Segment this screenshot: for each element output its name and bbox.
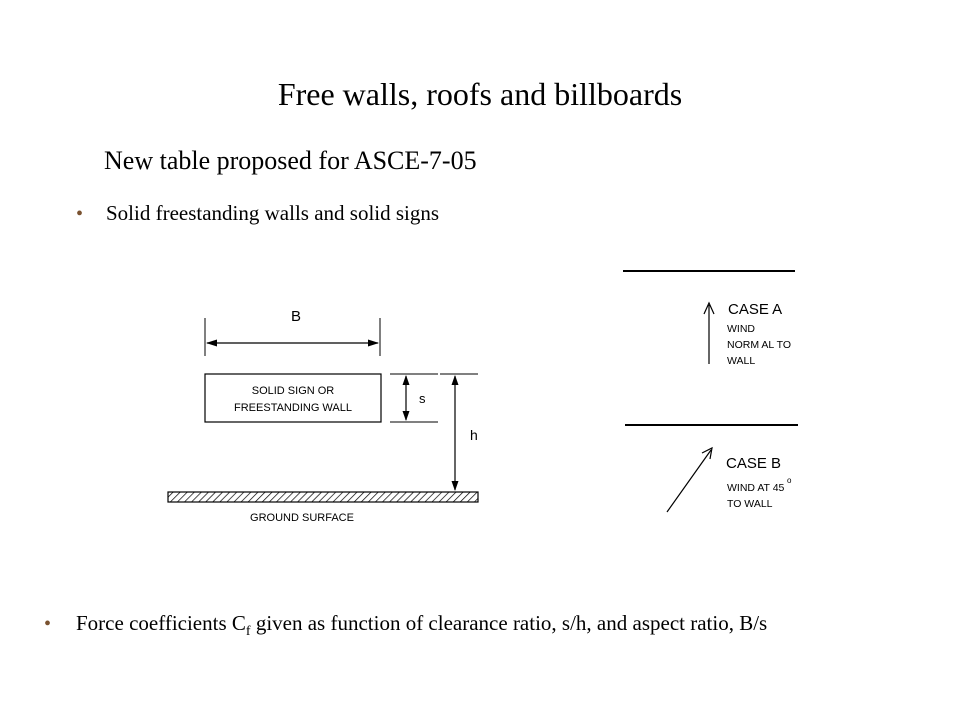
case-b-degree: o [787, 476, 792, 485]
slide-title: Free walls, roofs and billboards [277, 76, 683, 112]
subscript-f: f [245, 624, 251, 639]
label-b: B [290, 308, 302, 325]
bullet-text-before: Force coefficients C [76, 611, 246, 635]
bullet-text: Solid freestanding walls and solid signs [106, 201, 440, 225]
b-arrow-right-icon [368, 340, 379, 347]
case-a-line1: WIND [727, 323, 755, 335]
ground-label: GROUND SURFACE [250, 512, 354, 524]
bullet-text-after: given as function of clearance ratio, s/h, and aspect ratio, B/s [250, 611, 768, 635]
s-arrow-up-icon [403, 375, 410, 385]
sign-label-line1: SOLID SIGN OR [251, 385, 335, 397]
case-b-title: CASE B [726, 455, 782, 472]
h-arrow-down-icon [452, 481, 459, 491]
slide-subtitle: New table proposed for ASCE-7-05 [104, 146, 477, 175]
case-a-title: CASE A [728, 301, 783, 318]
bullet-icon: • [44, 613, 52, 635]
case-b-line2: TO WALL [727, 498, 773, 510]
case-a-line2: NORM AL TO [727, 339, 791, 351]
h-arrow-up-icon [452, 375, 459, 385]
case-b-arrowhead-icon [702, 448, 712, 459]
b-arrow-left-icon [206, 340, 217, 347]
solid-sign-box [205, 374, 381, 422]
s-arrow-down-icon [403, 411, 410, 421]
ground-hatch [168, 492, 478, 502]
bullet-icon: • [76, 203, 84, 225]
case-b-wind-arrow [667, 450, 711, 512]
sign-label-line2: FREESTANDING WALL [234, 402, 352, 414]
case-b-line1: WIND AT 45 [727, 482, 785, 494]
label-h: h [470, 427, 478, 443]
label-s: s [419, 391, 426, 406]
case-a-line3: WALL [727, 355, 756, 367]
